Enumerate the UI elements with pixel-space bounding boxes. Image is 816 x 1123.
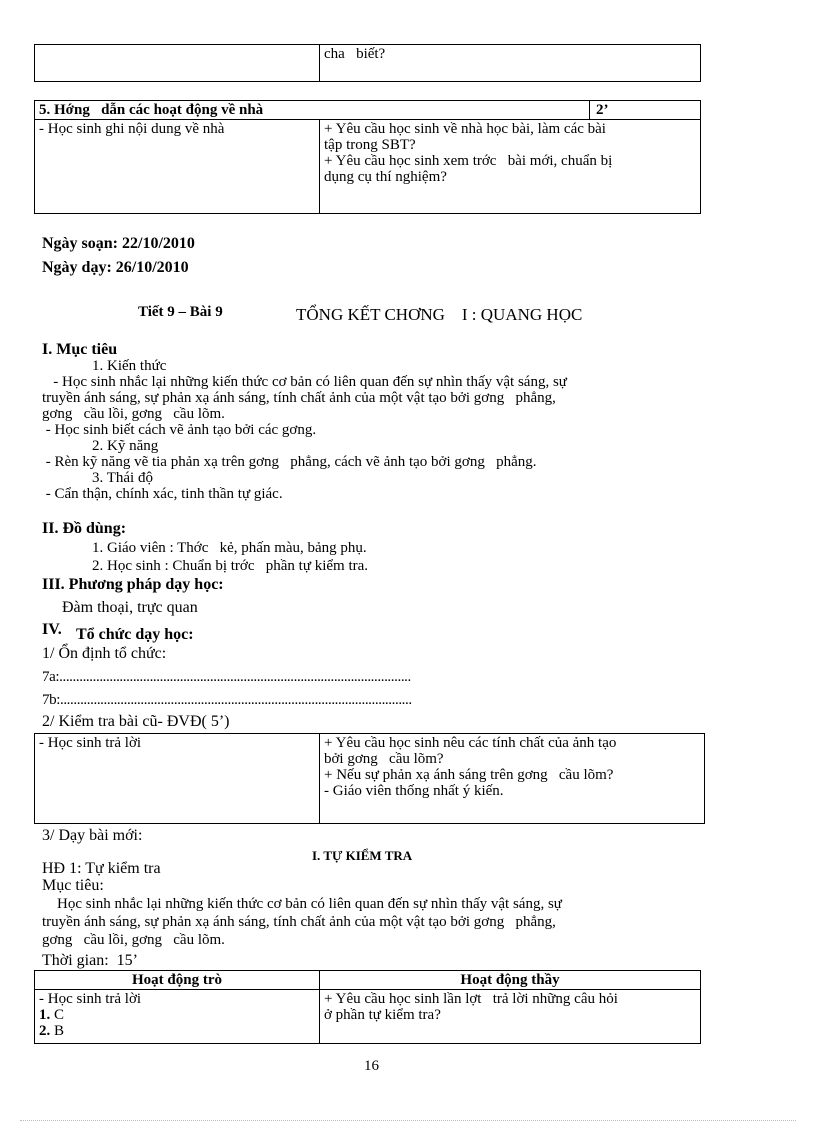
top-table	[34, 44, 701, 82]
column-header: Hoạt động thầy	[460, 972, 560, 988]
time-label: Thời gian: 15’	[42, 952, 138, 969]
objective-line: gơng cầu lồi, gơng cầu lõm.	[42, 932, 225, 948]
homework-time: 2’	[596, 102, 609, 118]
activity-student-header	[35, 971, 320, 990]
objective-line: Học sinh nhắc lại những kiến thức cơ bản có liên quan đến sự nhìn thấy vật sáng, sự	[42, 896, 562, 912]
homework-title: 5. Hớng dẫn các hoạt động về nhà	[39, 102, 264, 118]
section-1-body	[42, 358, 742, 502]
answer-1	[39, 1007, 315, 1023]
top-table-right-cell	[320, 45, 701, 82]
class-7b-line: 7b:.........................................................................................................	[42, 692, 412, 708]
check-teacher-line: + Nếu sự phản xạ ánh sáng trên gơng cầu lõm?	[324, 767, 614, 783]
activity-teacher-header	[320, 971, 701, 990]
equipment-teacher: 1. Giáo viên : Thớc kẻ, phấn màu, bảng phụ.	[92, 540, 367, 556]
body-line: gơng cầu lồi, gơng cầu lõm.	[42, 406, 225, 422]
lesson-title: TỔNG KẾT CHƠNG I : QUANG HỌC	[296, 305, 583, 324]
section-3-heading: III. Phương pháp dạy học:	[42, 576, 224, 593]
check-student-text: - Học sinh trả lời	[39, 735, 142, 751]
top-table-right-text: cha biết?	[324, 46, 386, 62]
objective-label: Mục tiêu:	[42, 877, 104, 894]
date-taught: Ngày dạy: 26/10/2010	[42, 259, 189, 276]
lesson-number: Tiết 9 – Bài 9	[138, 304, 223, 320]
homework-student-cell	[35, 120, 320, 214]
section-1-heading: I. Mục tiêu	[42, 341, 118, 358]
activity-table	[34, 970, 701, 1044]
homework-title-cell	[35, 101, 590, 120]
check-teacher-line: + Yêu cầu học sinh nêu các tính chất của ảnh tạo	[324, 735, 617, 751]
new-lesson-heading: 3/ Dạy bài mới:	[42, 827, 143, 844]
homework-teacher-line: dụng cụ thí nghiệm?	[324, 169, 447, 185]
equipment-student: 2. Học sinh : Chuẩn bị trớc phần tự kiểm tra.	[92, 558, 369, 574]
body-line: - Cẩn thận, chính xác, tinh thần tự giác.	[42, 486, 283, 502]
section-4-heading: Tổ chức dạy học:	[76, 626, 194, 643]
activity-teacher-cell	[320, 990, 701, 1044]
check-teacher-line: - Giáo viên thống nhất ý kiến.	[324, 783, 504, 799]
answer-value: C	[50, 1007, 65, 1023]
homework-teacher-cell	[320, 120, 701, 214]
top-table-left-cell	[35, 45, 320, 82]
self-check-heading: I. TỰ KIỂM TRA	[312, 848, 413, 863]
date-prepared: Ngày soạn: 22/10/2010	[42, 235, 195, 252]
homework-teacher-line: tập trong SBT?	[324, 137, 416, 153]
old-lesson-check: 2/ Kiểm tra bài cũ- ĐVĐ( 5’)	[42, 713, 230, 730]
teacher-activity-line: + Yêu cầu học sinh lần lợt trả lời những câu hỏi	[324, 991, 618, 1007]
homework-teacher-line: + Yêu cầu học sinh xem trớc bài mới, chuẩn bị	[324, 153, 613, 169]
homework-student-text: - Học sinh ghi nội dung về nhà	[39, 121, 225, 137]
homework-time-cell	[590, 101, 701, 120]
check-teacher-cell	[320, 734, 705, 824]
subheading-attitude: 3. Thái độ	[92, 470, 153, 486]
student-answer-line: - Học sinh trả lời	[39, 991, 142, 1007]
check-table	[34, 733, 705, 824]
teacher-activity-line: ở phần tự kiểm tra?	[324, 1007, 441, 1023]
body-line: - Học sinh biết cách vẽ ảnh tạo bởi các gơng.	[42, 422, 317, 438]
answer-value: B	[50, 1023, 65, 1039]
check-student-cell	[35, 734, 320, 824]
page-bottom-edge	[20, 1120, 796, 1121]
check-teacher-line: bởi gơng cầu lõm?	[324, 751, 444, 767]
answer-number: 2.	[39, 1023, 51, 1039]
subheading-knowledge: 1. Kiến thức	[92, 358, 167, 374]
homework-teacher-line: + Yêu cầu học sinh về nhà học bài, làm các bài	[324, 121, 606, 137]
activity-student-cell	[35, 990, 320, 1044]
section-2-heading: II. Đồ dùng:	[42, 520, 127, 537]
answer-2	[39, 1023, 315, 1039]
homework-table	[34, 100, 701, 214]
body-line: truyền ánh sáng, sự phản xạ ánh sáng, tính chất ảnh của một vật tạo bởi gơng phẳng,	[42, 390, 556, 406]
body-line: - Học sinh nhắc lại những kiến thức cơ bản có liên quan đến sự nhìn thấy vật sáng, sự	[42, 374, 567, 390]
column-header: Hoạt động trò	[132, 972, 222, 988]
body-line: - Rèn kỹ năng vẽ tia phản xạ trên gơng phẳng, cách vẽ ảnh tạo bởi gơng phẳng.	[42, 454, 537, 470]
section-4-number: IV.	[42, 621, 62, 638]
objective-line: truyền ánh sáng, sự phản xạ ánh sáng, tính chất ảnh của một vật tạo bởi gơng phẳng,	[42, 914, 556, 930]
activity-1-label: HĐ 1: Tự kiểm tra	[42, 860, 161, 877]
subheading-skills: 2. Kỹ năng	[92, 438, 159, 454]
page-number: 16	[364, 1058, 379, 1074]
class-7a-line: 7a:.........................................................................................................	[42, 669, 411, 685]
methods-text: Đàm thoại, trực quan	[62, 599, 198, 616]
class-organization: 1/ Ổn định tổ chức:	[42, 645, 167, 662]
answer-number: 1.	[39, 1007, 51, 1023]
